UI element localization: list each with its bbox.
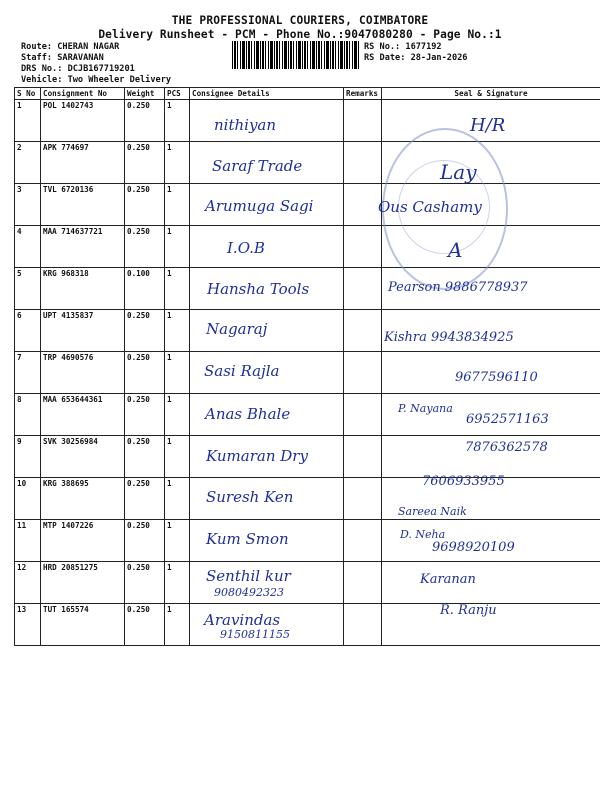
row-consignment-no: HRD 20851275 [41, 562, 125, 604]
signature-9: 7876362578 [465, 440, 548, 455]
signature-13: R. Ranju [440, 603, 497, 618]
row-sno: 1 [15, 100, 41, 142]
signature-8: P. Nayana [398, 402, 453, 415]
col-header-consignment: Consignment No [41, 88, 125, 100]
signature-1: H/R [470, 115, 506, 136]
row-sno: 7 [15, 352, 41, 394]
row-remarks [344, 562, 382, 604]
col-header-consignee: Consignee Details [190, 88, 344, 100]
row-sno: 13 [15, 604, 41, 646]
row-sno: 12 [15, 562, 41, 604]
row-consignment-no: SVK 30256984 [41, 436, 125, 478]
row-remarks [344, 100, 382, 142]
consignee-handwriting-8: Anas Bhale [205, 405, 291, 423]
row-consignment-no: MTP 1407226 [41, 520, 125, 562]
rs-date: RS Date: 28-Jan-2026 [364, 53, 468, 63]
row-pcs: 1 [165, 520, 190, 562]
col-header-pcs: PCS [165, 88, 190, 100]
row-consignment-no: TVL 6720136 [41, 184, 125, 226]
row-remarks [344, 478, 382, 520]
row-consignment-no: TRP 4690576 [41, 352, 125, 394]
consignee-handwriting-6: Nagaraj [206, 320, 268, 338]
row-pcs: 1 [165, 562, 190, 604]
signature-8-phone: 6952571163 [466, 412, 549, 427]
row-pcs: 1 [165, 268, 190, 310]
route-label: Route: CHERAN NAGAR [21, 42, 120, 52]
row-remarks [344, 184, 382, 226]
signature-11-phone: 9698920109 [432, 540, 515, 555]
row-sno: 4 [15, 226, 41, 268]
row-consignment-no: TUT 165574 [41, 604, 125, 646]
row-seal-signature [382, 562, 600, 604]
row-remarks [344, 604, 382, 646]
vehicle-label: Vehicle: Two Wheeler Delivery [21, 75, 172, 85]
consignee-phone-12: 9080492323 [214, 586, 284, 599]
row-sno: 8 [15, 394, 41, 436]
consignee-handwriting-5: Hansha Tools [207, 280, 310, 298]
row-pcs: 1 [165, 310, 190, 352]
row-sno: 6 [15, 310, 41, 352]
row-sno: 11 [15, 520, 41, 562]
signature-12: Karanan [420, 572, 476, 587]
table-row [15, 604, 600, 646]
consignee-handwriting-1: nithiyan [214, 116, 277, 134]
row-pcs: 1 [165, 142, 190, 184]
row-sno: 5 [15, 268, 41, 310]
consignee-handwriting-12: Senthil kur [206, 567, 291, 585]
consignee-handwriting-2: Saraf Trade [212, 157, 303, 175]
row-remarks [344, 352, 382, 394]
row-consignment-no: KRG 968318 [41, 268, 125, 310]
row-weight: 0.250 [125, 520, 165, 562]
row-pcs: 1 [165, 226, 190, 268]
row-weight: 0.250 [125, 310, 165, 352]
consignee-handwriting-11: Kum Smon [206, 530, 289, 548]
row-weight: 0.250 [125, 226, 165, 268]
signature-11: D. Neha [400, 528, 446, 541]
row-remarks [344, 226, 382, 268]
runsheet-table [14, 87, 600, 646]
row-sno: 9 [15, 436, 41, 478]
row-consignee-details [190, 226, 344, 268]
row-weight: 0.250 [125, 142, 165, 184]
row-weight: 0.250 [125, 394, 165, 436]
drs-number: DRS No.: DCJB167719201 [21, 64, 135, 74]
row-remarks [344, 310, 382, 352]
col-header-seal-signature: Seal & Signature [382, 88, 600, 100]
row-sno: 3 [15, 184, 41, 226]
row-weight: 0.100 [125, 268, 165, 310]
row-remarks [344, 436, 382, 478]
row-consignment-no: MAA 714637721 [41, 226, 125, 268]
table-header-row [15, 88, 600, 100]
row-consignment-no: APK 774697 [41, 142, 125, 184]
row-pcs: 1 [165, 352, 190, 394]
signature-2: Lay [440, 160, 477, 184]
table-row [15, 100, 600, 142]
row-sno: 2 [15, 142, 41, 184]
row-sno: 10 [15, 478, 41, 520]
row-consignment-no: MAA 653644361 [41, 394, 125, 436]
consignee-handwriting-7: Sasi Rajla [204, 362, 280, 380]
consignee-handwriting-13: Aravindas [204, 611, 281, 629]
row-consignment-no: POL 1402743 [41, 100, 125, 142]
rs-number: RS No.: 1677192 [364, 42, 442, 52]
row-weight: 0.250 [125, 436, 165, 478]
row-consignment-no: KRG 388695 [41, 478, 125, 520]
row-weight: 0.250 [125, 352, 165, 394]
consignee-phone-13: 9150811155 [220, 628, 290, 641]
row-pcs: 1 [165, 478, 190, 520]
row-remarks [344, 142, 382, 184]
row-remarks [344, 268, 382, 310]
signature-4: A [448, 238, 463, 262]
company-title: THE PROFESSIONAL COURIERS, COIMBATORE [171, 14, 429, 27]
table-row [15, 142, 600, 184]
row-weight: 0.250 [125, 184, 165, 226]
col-header-remarks: Remarks [344, 88, 382, 100]
row-pcs: 1 [165, 436, 190, 478]
signature-10-name: Sareea Naik [398, 505, 467, 518]
consignee-handwriting-3: Arumuga Sagi [205, 197, 314, 215]
table-row [15, 478, 600, 520]
col-header-sno: S No [15, 88, 41, 100]
runsheet-title: Delivery Runsheet - PCM - Phone No.:9047080280 - Page No.:1 [98, 28, 502, 41]
consignee-handwriting-10: Suresh Ken [206, 488, 294, 506]
staff-label: Staff: SARAVANAN [21, 53, 104, 63]
signature-7: 9677596110 [455, 370, 538, 385]
signature-5: Pearson 9886778937 [388, 280, 528, 295]
signature-10: 7606933955 [422, 474, 505, 489]
barcode [232, 41, 360, 69]
row-pcs: 1 [165, 100, 190, 142]
row-remarks [344, 520, 382, 562]
row-pcs: 1 [165, 184, 190, 226]
consignee-handwriting-4: I.O.B [227, 239, 265, 257]
table-row [15, 226, 600, 268]
row-consignment-no: UPT 4135837 [41, 310, 125, 352]
row-weight: 0.250 [125, 100, 165, 142]
row-pcs: 1 [165, 394, 190, 436]
col-header-weight: Weight [125, 88, 165, 100]
row-weight: 0.250 [125, 562, 165, 604]
consignee-handwriting-9: Kumaran Dry [206, 447, 308, 465]
row-weight: 0.250 [125, 478, 165, 520]
row-remarks [344, 394, 382, 436]
signature-6: Kishra 9943834925 [384, 330, 514, 345]
row-pcs: 1 [165, 604, 190, 646]
row-weight: 0.250 [125, 604, 165, 646]
signature-3: Ous Cashamy [378, 198, 482, 216]
table-row [15, 562, 600, 604]
